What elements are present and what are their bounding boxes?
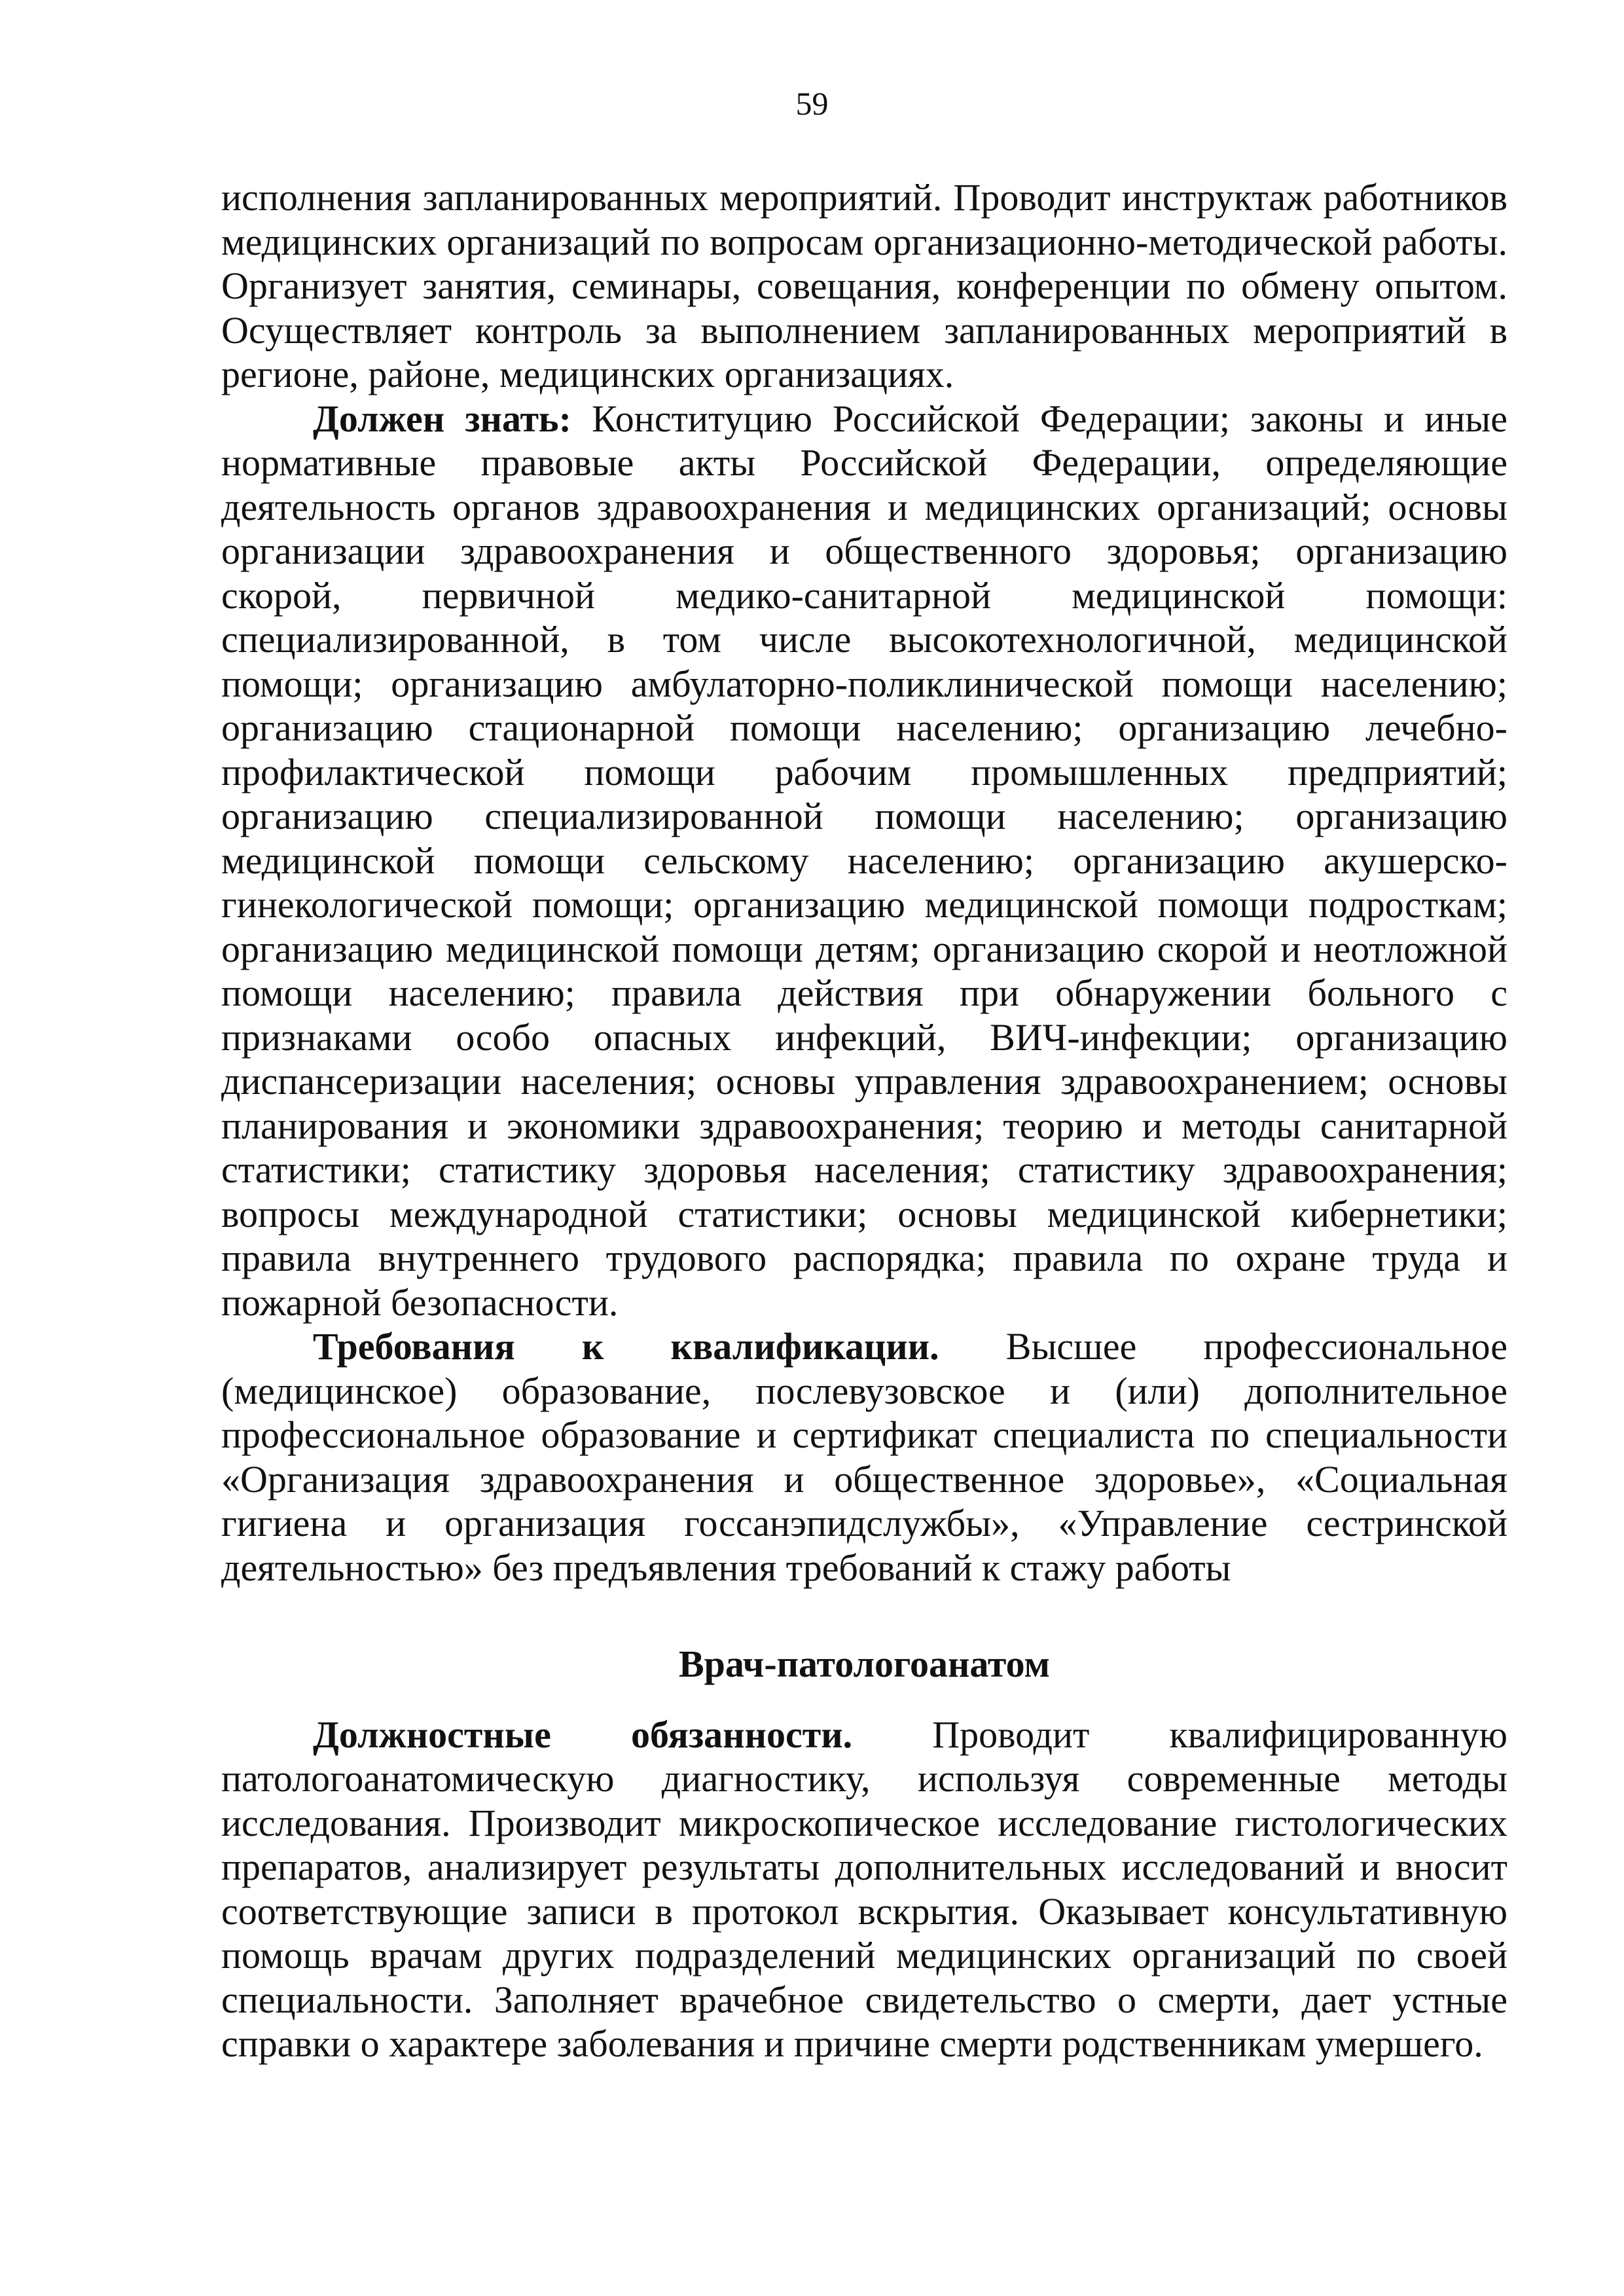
paragraph-must-know (221, 397, 1507, 1325)
document-body (221, 175, 1507, 2066)
paragraph-qualification (221, 1324, 1507, 1590)
must-know-text: Конституцию Российской Федерации; законы и иные нормативные правовые акты Российской Федерации, определяющие деятельность органов здравоохранения и медицинских организаций; основы организации здравоохранения и общественного здоровья; организацию скорой, первичной медико-санитарной медицинской помощи: специализированной, в том числе высокотехнологичной, медицинской помощи; организацию амбулаторно-поликлинической помощи населению; организацию стационарной помощи населению; организацию лечебно-профилактической помощи рабочим промышленных предприятий; организацию специализированной помощи населению; организацию медицинской помощи сельскому населению; организацию акушерско-гинекологической помощи; организацию медицинской помощи подросткам; организацию медицинской помощи детям; организацию скорой и неотложной помощи населению; правила действия при обнаружении больного с признаками особо опасных инфекций, ВИЧ-инфекции; организацию диспансеризации населения; основы управления здравоохранением; основы планирования и экономики здравоохранения; теорию и методы санитарной статистики; статистику здоровья населения; статистику здравоохранения; вопросы международной статистики; основы медицинской кибернетики; правила внутреннего трудового распорядка; правила по охране труда и пожарной безопасности. (221, 397, 1507, 1324)
paragraph-continuation: исполнения запланированных мероприятий. Проводит инструктаж работников медицинских организаций по вопросам организационно-методической работы. Организует занятия, семинары, совещания, конференции по обмену опытом. Осуществляет контроль за выполнением запланированных мероприятий в регионе, районе, медицинских организациях. (221, 176, 1507, 395)
qualification-label: Требования к квалификации. (313, 1325, 939, 1368)
qualification-text: Высшее профессиональное (медицинское) образование, послевузовское и (или) дополнительное профессиональное образование и сертификат специалиста по специальности «Организация здравоохранения и общественное здоровье», «Социальная гигиена и организация госсанэпидслужбы», «Управление сестринской деятельностью» без предъявления требований к стажу работы (221, 1325, 1507, 1589)
page-number: 59 (795, 85, 829, 122)
must-know-label: Должен знать: (313, 397, 571, 440)
duties-label: Должностные обязанности. (313, 1713, 853, 1756)
duties-text: Проводит квалифицированную патологоанатомическую диагностику, используя современные методы исследования. Производит микроскопическое исследование гистологических препаратов, анализирует результаты дополнительных исследований и вносит соответствующие записи в протокол вскрытия. Оказывает консультативную помощь врачам других подразделений медицинских организаций по своей специальности. Заполняет врачебное свидетельство о смерти, дает устные справки о характере заболевания и причине смерти родственникам умершего. (221, 1713, 1507, 2065)
section-title: Врач-патологоанатом (678, 1643, 1050, 1685)
paragraph-duties (221, 1713, 1507, 2066)
